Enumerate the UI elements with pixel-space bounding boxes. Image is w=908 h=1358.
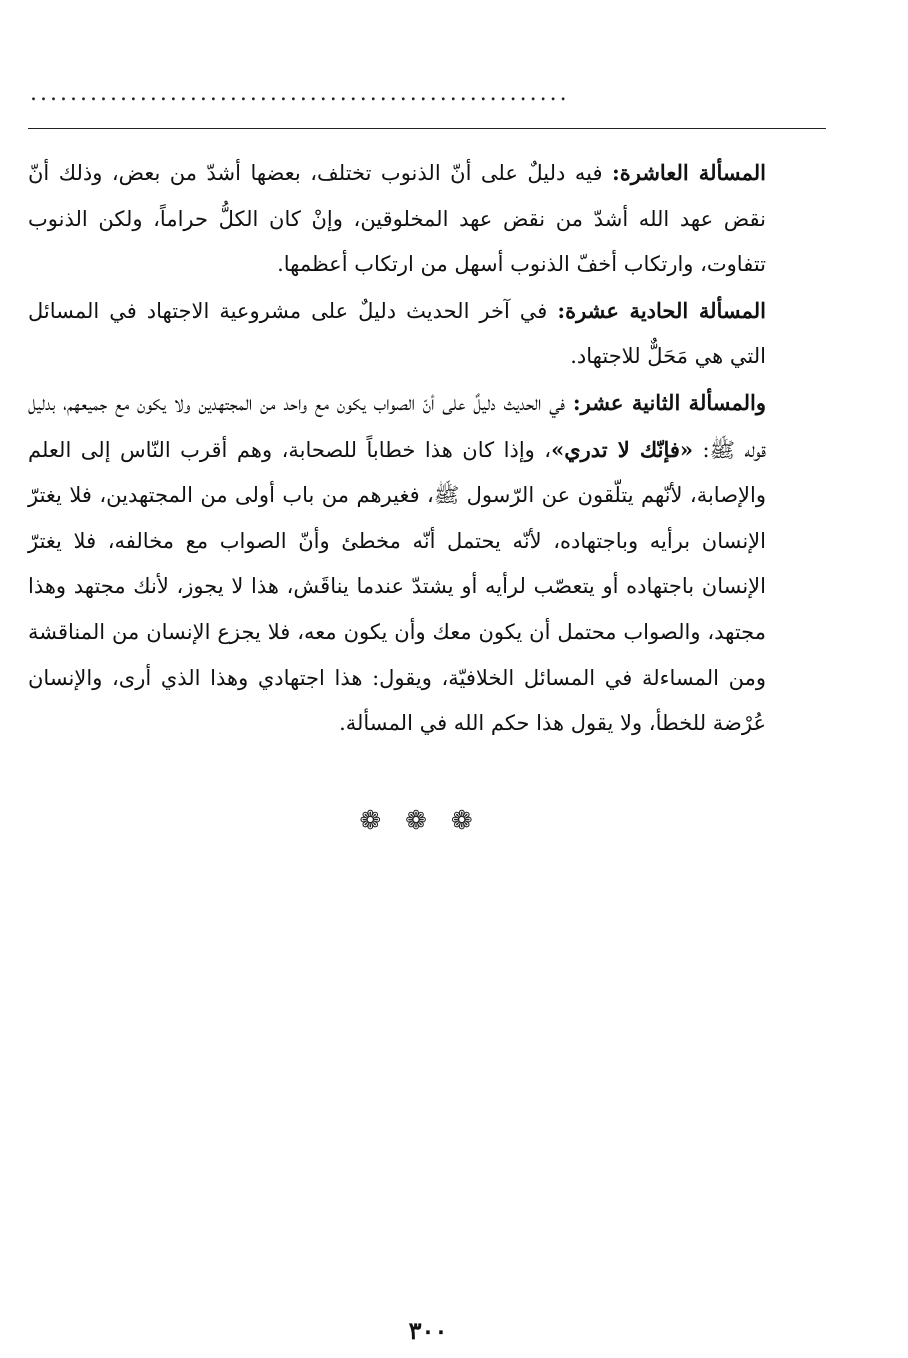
- header-dotted-line: ......................................................: [30, 84, 570, 104]
- issue-11-heading: المسألة الحادية عشرة:: [557, 297, 766, 323]
- hadith-quote: «فإنّك لا تدري»: [551, 436, 694, 462]
- issue-12-heading: والمسألة الثانية عشر:: [572, 389, 766, 415]
- section-end-ornaments: ❁❁❁: [359, 806, 497, 836]
- issue-12-text-after: ، وإذا كان هذا خطاباً للصحابة، وهم أقرب النّاس إلى العلم والإصابة، لأنّهم يتلّقون عن الرّسول ﷺ، فغيرهم من باب أولى من المجتهدين، فلا يغترّ الإنسان برأيه وباجتهاده، لأنّه يحتمل أنّه مخطئ وأنّ الصواب مع مخالفه، فلا يغترّ الإنسان باجتهاده أو يتعصّب لرأيه أو يشتدّ عندما يناقَش، هذا لا يجوز، لأنك مجتهد وهذا مجتهد، والصواب محتمل أن يكون معك وأن يكون معه، فلا يجزع الإنسان من المناقشة ومن المساءلة في المسائل الخلافيّة، ويقول: هذا اجتهادي وهذا الذي أرى، والإنسان عُرْضة للخطأ، ولا يقول هذا حكم الله في المسألة.: [28, 437, 766, 736]
- paragraph-issue-10: [28, 150, 766, 288]
- issue-10-text: فيه دليلٌ على أنّ الذنوب تختلف، بعضها أشدّ من بعض، وذلك أنّ نقض عهد الله أشدّ من نقض عهد المخلوقين، وإنْ كان الكلُّ حراماً، ولكن الذنوب تتفاوت، وارتكاب أخفّ الذنوب أسهل من ارتكاب أعظمها.: [28, 161, 766, 277]
- issue-10-heading: المسألة العاشرة:: [611, 160, 766, 185]
- issue-11-text: في آخر الحديث دليلٌ على مشروعية الاجتهاد في المسائل التي هي مَحَلٌّ للاجتهاد.: [28, 298, 766, 369]
- paragraph-issue-12: [28, 380, 766, 747]
- page-number: ٣٠٠: [408, 1316, 448, 1345]
- header-rule: [28, 128, 826, 129]
- paragraph-issue-11: [28, 288, 766, 380]
- issue-12-text-before: في الحديث دليلٌ على أنّ الصواب يكون مع واحد من المجتهدين ولا يكون مع جميعهم، بدليل قوله ﷺ:: [28, 390, 766, 462]
- page-body: [28, 150, 766, 747]
